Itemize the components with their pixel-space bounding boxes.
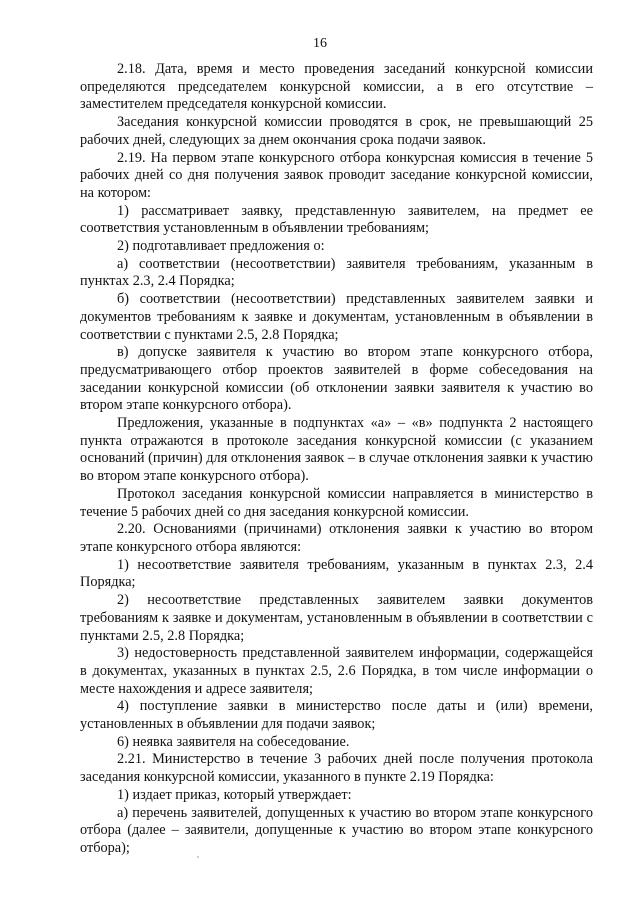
list-item-2-19-1: 1) рассматривает заявку, представленную заявителем, на предмет ее соответствия установленным в объявлении требованиям; — [80, 202, 593, 237]
list-item-2-20-2: 2) несоответствие представленных заявителем заявки документов требованиям к заявке и документам, установленным в объявлении в соответствии с пунктами 2.5, 2.8 Порядка; — [80, 592, 593, 644]
list-item-2-21-1: 1) издает приказ, который утверждает: — [117, 786, 352, 803]
paragraph-2-19: 2.19. На первом этапе конкурсного отбора конкурсная комиссия в течение 5 рабочих дней со дня получения заявок проводит заседание конкурсной комиссии, на котором: — [80, 149, 593, 201]
scan-speck — [197, 856, 199, 858]
list-item-2-20-3: 3) недостоверность представленной заявителем информации, содержащейся в документах, указанных в пунктах 2.5, 2.6 Порядка, в том числе информации о месте нахождения и адресе заявителя; — [80, 645, 593, 697]
sublist-item-2-21-a: а) перечень заявителей, допущенных к участию во втором этапе конкурсного отбора (далее – заявители, допущенные к участию во втором этапе конкурсного отбора); — [80, 804, 593, 856]
sublist-item-a: а) соответствии (несоответствии) заявителя требованиям, указанным в пунктах 2.3, 2.4 Порядка; — [80, 255, 593, 290]
list-item-2-20-1: 1) несоответствие заявителя требованиям, указанным в пунктах 2.3, 2.4 Порядка; — [80, 556, 593, 591]
paragraph-2-21: 2.21. Министерство в течение 3 рабочих дней после получения протокола заседания конкурсной комиссии, указанного в пункте 2.19 Порядка: — [80, 751, 593, 786]
list-item-2-20-6: 6) неявка заявителя на собеседование. — [117, 733, 350, 750]
paragraph-2-18: 2.18. Дата, время и место проведения заседаний конкурсной комиссии определяются председателем конкурсной комиссии, а в его отсутствие – заместителем председателя конкурсной комиссии. — [80, 61, 593, 113]
list-item-2-20-4: 4) поступление заявки в министерство после даты и (или) времени, установленных в объявлении для подачи заявок; — [80, 698, 593, 733]
paragraph-meeting-term: Заседания конкурсной комиссии проводятся в срок, не превышающий 25 рабочих дней, следующих за днем окончания срока подачи заявок. — [80, 114, 593, 148]
list-item-2-19-2: 2) подготавливает предложения о: — [117, 238, 325, 255]
page-number: 16 — [313, 36, 327, 51]
paragraph-proposals: Предложения, указанные в подпунктах «а» – «в» подпункта 2 настоящего пункта отражаются в протоколе заседания конкурсной комиссии (с указанием оснований (причин) для отклонения заявок – в случае отклонения заявки к участию во втором этапе конкурсного отбора). — [80, 415, 593, 485]
sublist-item-v: в) допуске заявителя к участию во втором этапе конкурсного отбора, предусматривающего отбор проектов заявителей в форме собеседования на заседании конкурсной комиссии (об отклонении заявки заявителя к участию во втором этапе конкурсного отбора). — [80, 344, 593, 414]
paragraph-2-20: 2.20. Основаниями (причинами) отклонения заявки к участию во втором этапе конкурсного отбора являются: — [80, 521, 593, 555]
paragraph-protocol: Протокол заседания конкурсной комиссии направляется в министерство в течение 5 рабочих дней со дня заседания конкурсной комиссии. — [80, 485, 593, 520]
document-body — [80, 61, 593, 858]
sublist-item-b: б) соответствии (несоответствии) представленных заявителем заявки и документов требованиям к заявке и документам, установленным в объявлении в соответствии с пунктами 2.5, 2.8 Порядка; — [80, 291, 593, 343]
